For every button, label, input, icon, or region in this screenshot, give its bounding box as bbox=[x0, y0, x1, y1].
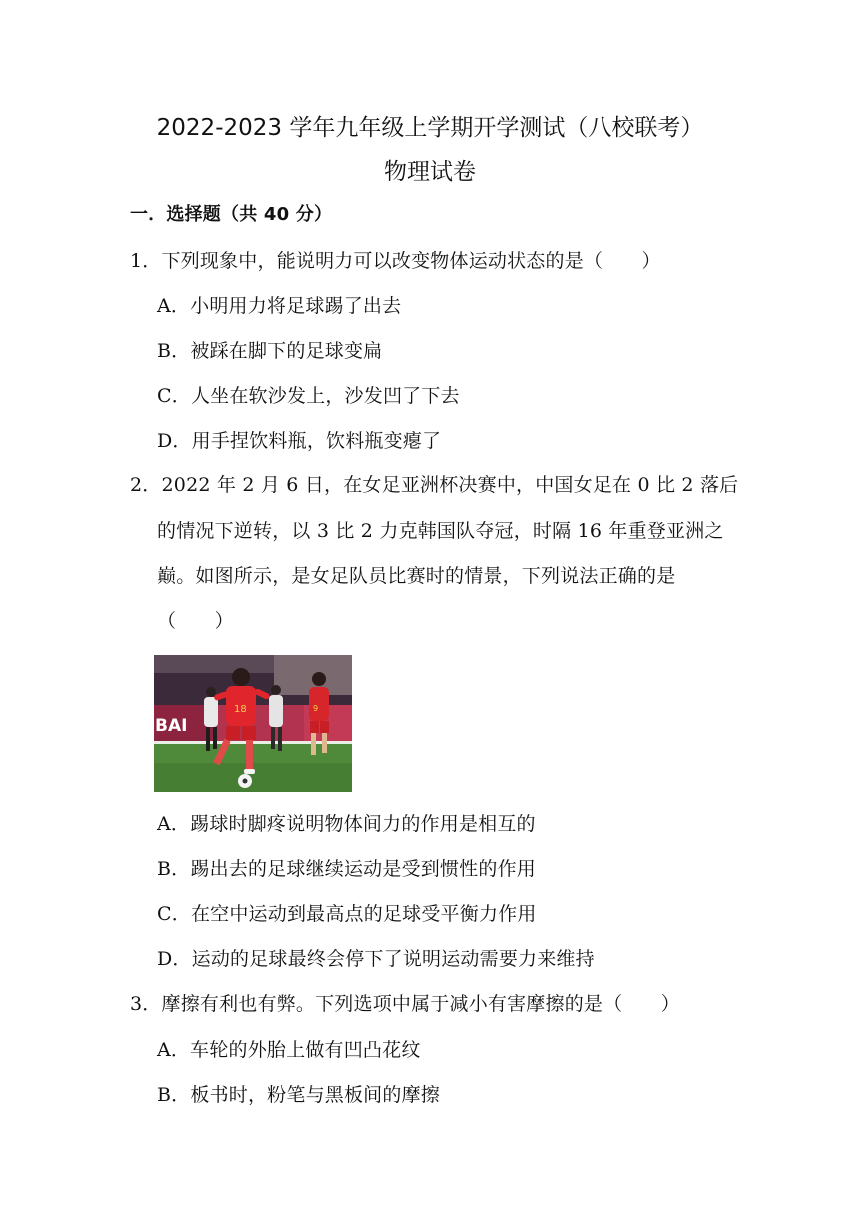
question-3-option-b: B．板书时，粉笔与黑板间的摩擦 bbox=[157, 1084, 440, 1106]
question-2-stem-line-3: 巅。如图所示，是女足队员比赛时的情景，下列说法正确的是 bbox=[157, 565, 676, 587]
section-heading: 一．选择题（共 40 分） bbox=[130, 204, 333, 225]
player-number-9: 9 bbox=[313, 704, 319, 713]
question-2-option-a: A．踢球时脚疼说明物体间力的作用是相互的 bbox=[157, 813, 536, 835]
question-1-option-c: C．人坐在软沙发上，沙发凹了下去 bbox=[157, 385, 460, 407]
question-2-option-c: C．在空中运动到最高点的足球受平衡力作用 bbox=[157, 903, 537, 925]
question-2-stem-line-4: （ ） bbox=[157, 610, 234, 632]
question-1-option-a: A．小明用力将足球踢了出去 bbox=[157, 295, 402, 317]
question-1-option-d: D．用手捏饮料瓶，饮料瓶变瘪了 bbox=[157, 430, 442, 452]
exam-title: 2022-2023 学年九年级上学期开学测试（八校联考） bbox=[156, 115, 704, 141]
question-2-stem-line-2: 的情况下逆转，以 3 比 2 力克韩国队夺冠，时隔 16 年重登亚洲之 bbox=[157, 520, 724, 542]
ad-board-text: BAI bbox=[155, 716, 188, 736]
player-number-18: 18 bbox=[234, 704, 247, 715]
question-2-option-d: D．运动的足球最终会停下了说明运动需要力来维持 bbox=[157, 948, 595, 970]
question-1-stem: 1．下列现象中，能说明力可以改变物体运动状态的是（ ） bbox=[130, 250, 661, 272]
exam-subject-title: 物理试卷 bbox=[384, 159, 476, 185]
question-2-option-b: B．踢出去的足球继续运动是受到惯性的作用 bbox=[157, 858, 536, 880]
question-1-option-b: B．被踩在脚下的足球变扁 bbox=[157, 340, 383, 362]
question-3-option-a: A．车轮的外胎上做有凹凸花纹 bbox=[157, 1039, 421, 1061]
football-match-photo bbox=[154, 655, 352, 792]
question-3-stem: 3．摩擦有利也有弊。下列选项中属于减小有害摩擦的是（ ） bbox=[130, 993, 680, 1015]
question-2-stem-line-1: 2．2022 年 2 月 6 日，在女足亚洲杯决赛中，中国女足在 0 比 2 落后 bbox=[130, 474, 739, 496]
